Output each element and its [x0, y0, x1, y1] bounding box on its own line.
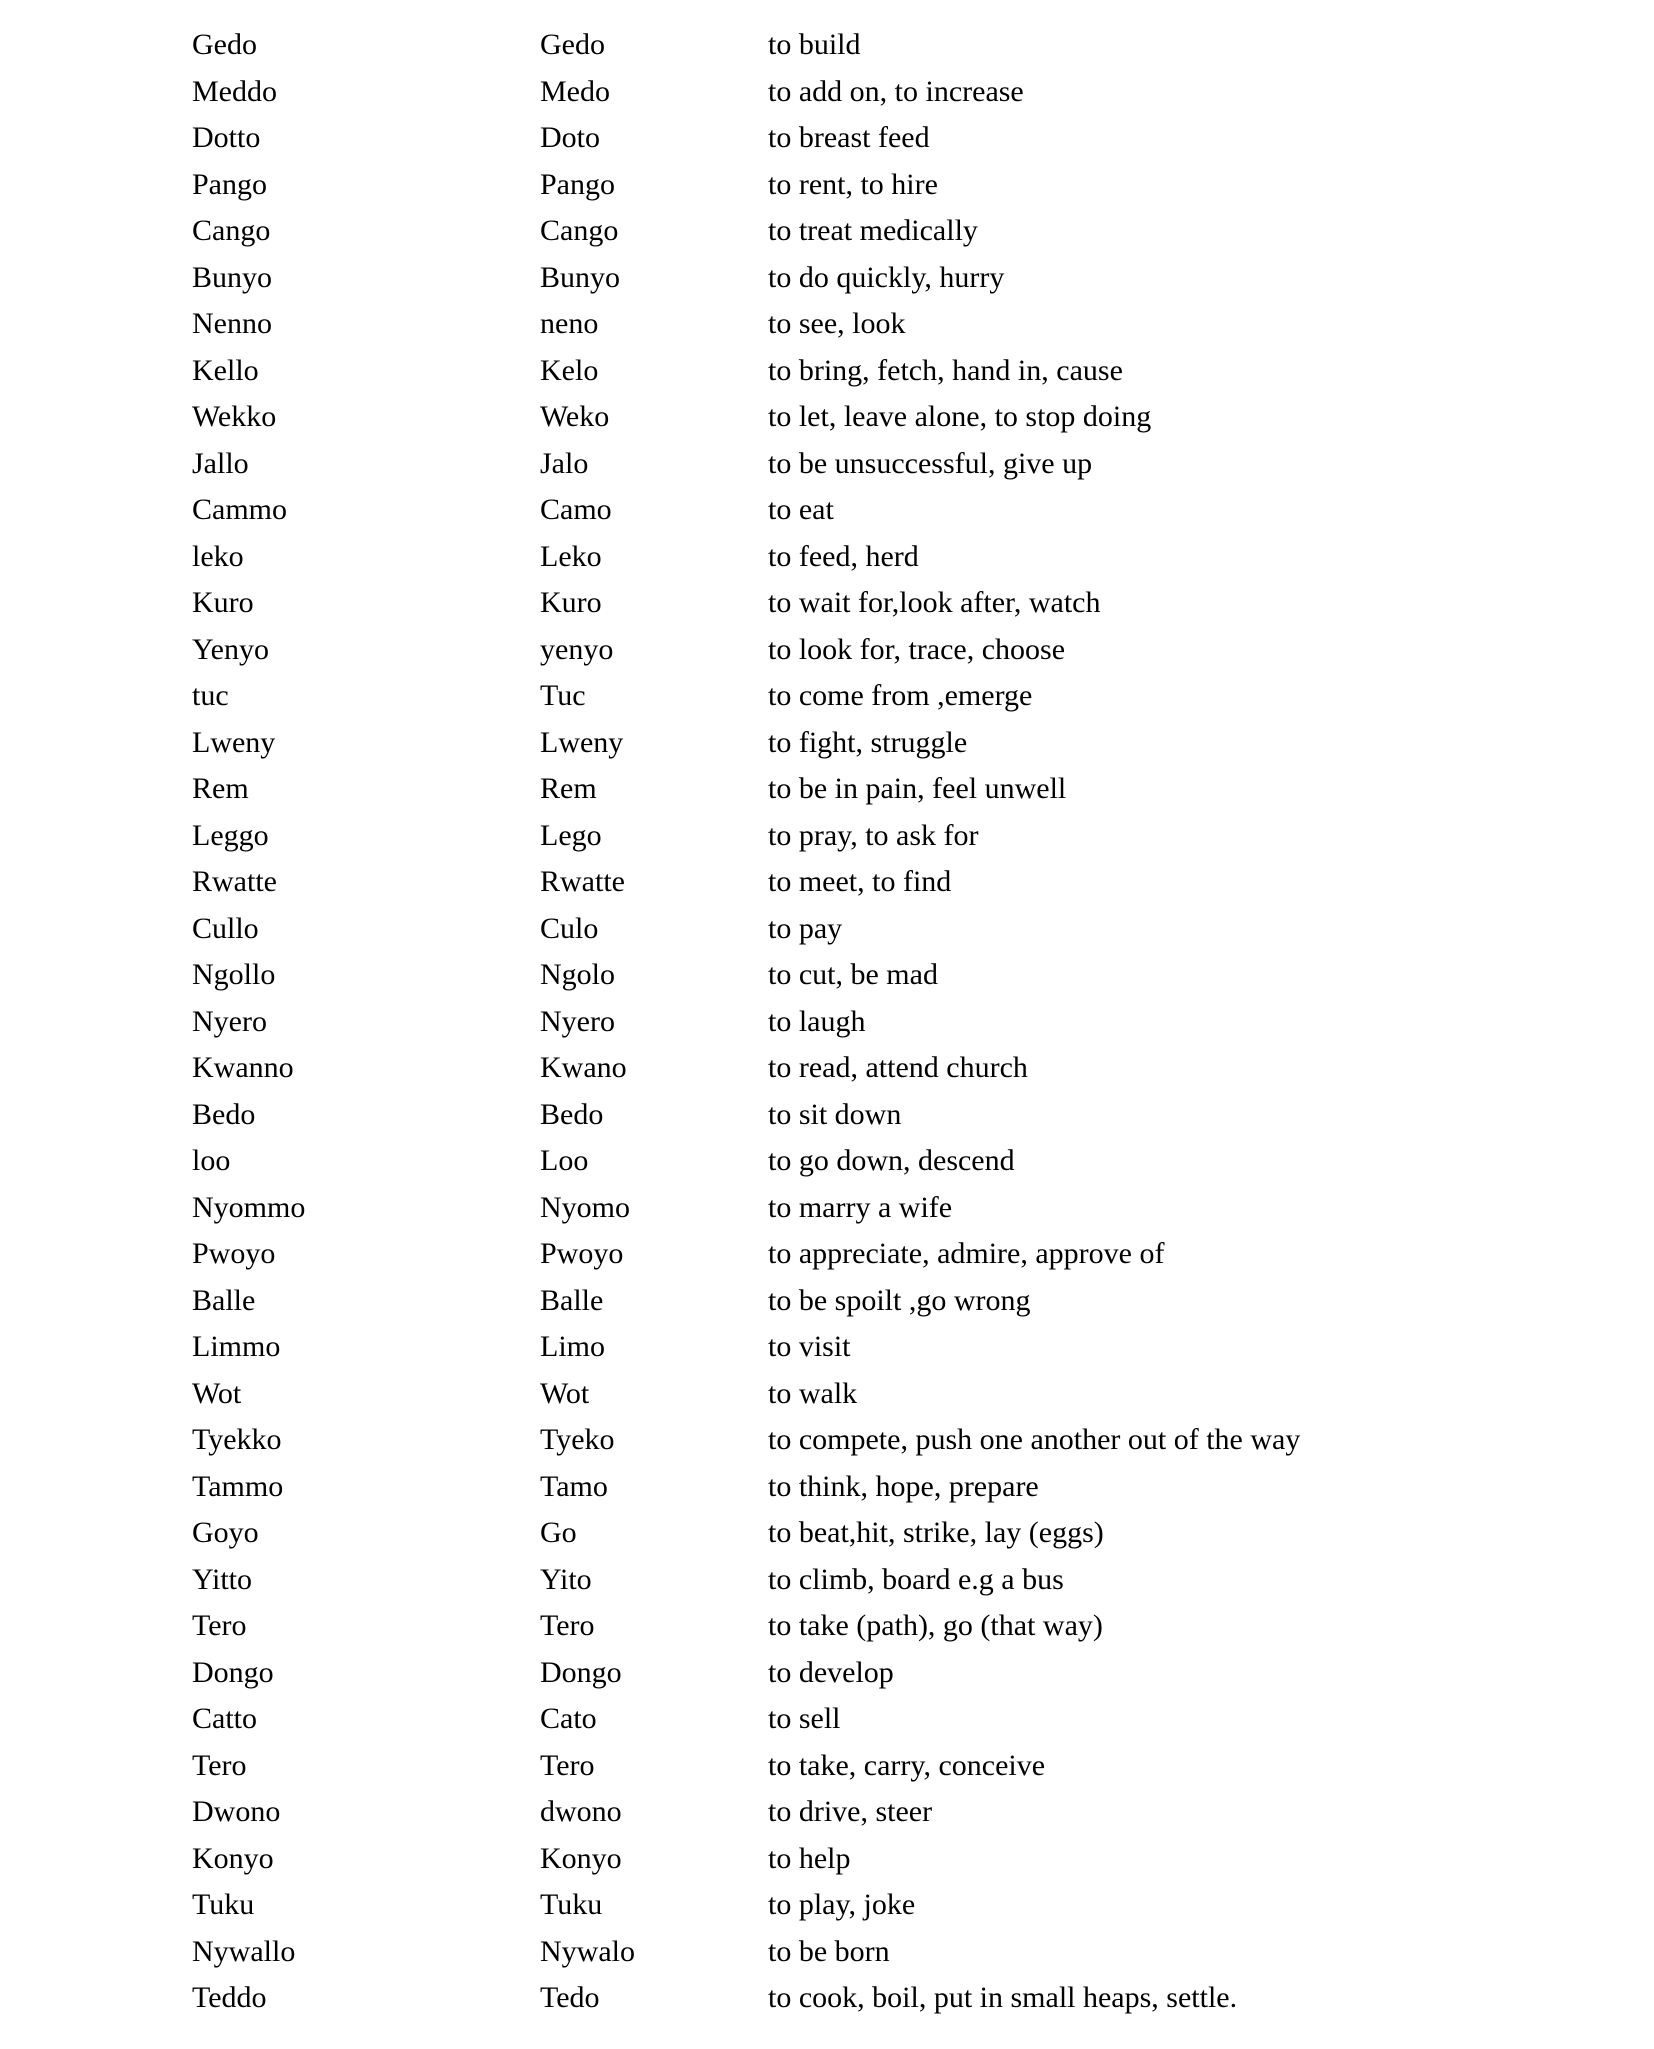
cell-english-meaning: to visit: [768, 1330, 851, 1363]
cell-source-term: Wot: [192, 1376, 242, 1410]
cell-source-term: Jallo: [192, 446, 249, 480]
cell-source-term: Leggo: [192, 818, 269, 852]
table-row: [192, 208, 1472, 255]
cell-english-meaning: to be in pain, feel unwell: [768, 772, 1067, 805]
cell-source-term: leko: [192, 539, 244, 573]
table-row: [192, 1975, 1472, 2022]
cell-english-meaning: to pray, to ask for: [768, 818, 979, 852]
glossary-table: [192, 22, 1472, 2022]
cell-english-meaning: to be unsuccessful, give up: [768, 446, 1093, 480]
cell-standard-form: Tuc: [540, 679, 586, 712]
cell-english-meaning: to help: [768, 1841, 851, 1875]
cell-standard-form: Nywalo: [540, 1934, 635, 1968]
table-row: [192, 1882, 1472, 1929]
cell-english-meaning: to look for, trace, choose: [768, 632, 1066, 666]
cell-english-meaning: to breast feed: [768, 121, 930, 154]
cell-source-term: Gedo: [192, 28, 257, 61]
cell-english-meaning: to sit down: [768, 1097, 902, 1131]
cell-english-meaning: to compete, push one another out of the way: [768, 1423, 1301, 1456]
table-row: [192, 1650, 1472, 1697]
cell-source-term: Cammo: [192, 493, 287, 526]
cell-source-term: Nyommo: [192, 1190, 306, 1224]
cell-standard-form: Nyero: [540, 1004, 615, 1038]
table-row: [192, 1557, 1472, 1604]
table-row: [192, 1603, 1472, 1650]
cell-standard-form: Pwoyo: [540, 1237, 624, 1270]
cell-english-meaning: to walk: [768, 1376, 858, 1410]
cell-standard-form: Doto: [540, 121, 600, 154]
table-row: [192, 22, 1472, 69]
cell-standard-form: Leko: [540, 539, 602, 573]
table-row: [192, 1789, 1472, 1836]
cell-standard-form: Pango: [540, 167, 615, 201]
cell-english-meaning: to go down, descend: [768, 1144, 1015, 1177]
cell-english-meaning: to feed, herd: [768, 539, 919, 573]
table-row: [192, 441, 1472, 488]
cell-standard-form: Rem: [540, 772, 597, 805]
cell-source-term: Balle: [192, 1283, 256, 1317]
cell-standard-form: Tuku: [540, 1888, 603, 1921]
cell-source-term: loo: [192, 1144, 231, 1177]
cell-source-term: Bunyo: [192, 260, 273, 294]
cell-standard-form: Cato: [540, 1702, 597, 1735]
cell-source-term: Goyo: [192, 1516, 259, 1549]
cell-english-meaning: to drive, steer: [768, 1795, 933, 1828]
table-row: [192, 1743, 1472, 1790]
cell-source-term: Nenno: [192, 307, 272, 340]
cell-english-meaning: to bring, fetch, hand in, cause: [768, 353, 1123, 387]
cell-source-term: Catto: [192, 1702, 257, 1735]
table-row: [192, 813, 1472, 860]
cell-english-meaning: to wait for,look after, watch: [768, 586, 1101, 619]
table-row: [192, 952, 1472, 999]
table-row: [192, 1138, 1472, 1185]
cell-standard-form: Yito: [540, 1562, 592, 1596]
table-row: [192, 534, 1472, 581]
cell-source-term: Cullo: [192, 911, 259, 945]
cell-english-meaning: to eat: [768, 493, 834, 526]
cell-english-meaning: to cook, boil, put in small heaps, settle.: [768, 1981, 1238, 2014]
cell-english-meaning: to cut, be mad: [768, 958, 938, 991]
cell-english-meaning: to think, hope, prepare: [768, 1469, 1039, 1503]
cell-standard-form: Lweny: [540, 725, 624, 759]
table-row: [192, 162, 1472, 209]
cell-standard-form: Kelo: [540, 353, 599, 387]
cell-english-meaning: to beat,hit, strike, lay (eggs): [768, 1516, 1104, 1549]
cell-standard-form: Loo: [540, 1144, 589, 1177]
table-row: [192, 766, 1472, 813]
cell-source-term: Limmo: [192, 1330, 281, 1363]
cell-source-term: Yenyo: [192, 632, 269, 666]
table-row: [192, 1371, 1472, 1418]
cell-source-term: Tero: [192, 1748, 247, 1782]
cell-english-meaning: to meet, to find: [768, 865, 952, 898]
cell-source-term: Nywallo: [192, 1934, 296, 1968]
cell-standard-form: Konyo: [540, 1841, 622, 1875]
cell-standard-form: Rwatte: [540, 865, 625, 898]
cell-standard-form: Balle: [540, 1283, 604, 1317]
table-row: [192, 69, 1472, 116]
cell-source-term: Pango: [192, 167, 267, 201]
table-row: [192, 487, 1472, 534]
cell-source-term: Dongo: [192, 1655, 274, 1689]
table-row: [192, 1696, 1472, 1743]
cell-english-meaning: to let, leave alone, to stop doing: [768, 400, 1152, 433]
cell-english-meaning: to appreciate, admire, approve of: [768, 1237, 1165, 1270]
cell-english-meaning: to add on, to increase: [768, 74, 1024, 108]
cell-source-term: Lweny: [192, 725, 276, 759]
table-row: [192, 301, 1472, 348]
cell-source-term: Rem: [192, 772, 249, 805]
cell-source-term: Dwono: [192, 1795, 281, 1828]
cell-standard-form: Cango: [540, 214, 619, 247]
cell-standard-form: Ngolo: [540, 958, 615, 991]
cell-english-meaning: to develop: [768, 1655, 894, 1689]
table-row: [192, 115, 1472, 162]
cell-english-meaning: to see, look: [768, 307, 906, 340]
table-row: [192, 859, 1472, 906]
table-row: [192, 1185, 1472, 1232]
cell-english-meaning: to take (path), go (that way): [768, 1609, 1103, 1642]
cell-standard-form: Camo: [540, 493, 612, 526]
table-row: [192, 1045, 1472, 1092]
cell-source-term: Meddo: [192, 74, 277, 108]
table-row: [192, 720, 1472, 767]
cell-standard-form: neno: [540, 307, 599, 340]
cell-english-meaning: to take, carry, conceive: [768, 1748, 1046, 1782]
cell-english-meaning: to laugh: [768, 1004, 866, 1038]
cell-source-term: Teddo: [192, 1981, 267, 2014]
table-row: [192, 348, 1472, 395]
cell-standard-form: Kuro: [540, 586, 602, 619]
cell-english-meaning: to be born: [768, 1934, 890, 1968]
cell-english-meaning: to play, joke: [768, 1888, 916, 1921]
table-row: [192, 1324, 1472, 1371]
cell-english-meaning: to be spoilt ,go wrong: [768, 1283, 1031, 1317]
table-row: [192, 1417, 1472, 1464]
cell-standard-form: Culo: [540, 911, 599, 945]
cell-source-term: Tuku: [192, 1888, 255, 1921]
cell-source-term: Wekko: [192, 400, 277, 433]
cell-english-meaning: to pay: [768, 911, 843, 945]
cell-source-term: Tyekko: [192, 1423, 282, 1456]
table-row: [192, 1836, 1472, 1883]
table-row: [192, 1278, 1472, 1325]
cell-english-meaning: to do quickly, hurry: [768, 260, 1005, 294]
table-row: [192, 906, 1472, 953]
table-row: [192, 627, 1472, 674]
cell-source-term: Konyo: [192, 1841, 274, 1875]
cell-standard-form: Go: [540, 1516, 577, 1549]
cell-source-term: Kello: [192, 353, 259, 387]
cell-source-term: tuc: [192, 679, 229, 712]
cell-standard-form: Dongo: [540, 1655, 622, 1689]
cell-english-meaning: to rent, to hire: [768, 167, 938, 201]
table-row: [192, 1092, 1472, 1139]
cell-standard-form: Tedo: [540, 1981, 600, 2014]
cell-english-meaning: to climb, board e.g a bus: [768, 1562, 1064, 1596]
cell-standard-form: dwono: [540, 1795, 622, 1828]
cell-standard-form: Jalo: [540, 446, 589, 480]
table-row: [192, 255, 1472, 302]
cell-source-term: Pwoyo: [192, 1237, 276, 1270]
cell-standard-form: Kwano: [540, 1051, 627, 1084]
cell-standard-form: Bunyo: [540, 260, 621, 294]
cell-source-term: Rwatte: [192, 865, 277, 898]
cell-english-meaning: to read, attend church: [768, 1051, 1028, 1084]
cell-source-term: Cango: [192, 214, 271, 247]
cell-english-meaning: to build: [768, 28, 861, 61]
cell-english-meaning: to fight, struggle: [768, 725, 968, 759]
cell-english-meaning: to treat medically: [768, 214, 978, 247]
cell-standard-form: Medo: [540, 74, 610, 108]
cell-standard-form: Lego: [540, 818, 602, 852]
cell-standard-form: Tyeko: [540, 1423, 615, 1456]
cell-source-term: Bedo: [192, 1097, 256, 1131]
table-row: [192, 1464, 1472, 1511]
cell-english-meaning: to sell: [768, 1702, 841, 1735]
cell-source-term: Kuro: [192, 586, 254, 619]
cell-standard-form: Tero: [540, 1748, 595, 1782]
cell-source-term: Dotto: [192, 121, 261, 154]
cell-standard-form: Tero: [540, 1609, 595, 1642]
cell-source-term: Ngollo: [192, 958, 276, 991]
cell-standard-form: Nyomo: [540, 1190, 630, 1224]
glossary-table-body: [192, 22, 1472, 2022]
cell-source-term: Tero: [192, 1609, 247, 1642]
cell-source-term: Nyero: [192, 1004, 267, 1038]
cell-english-meaning: to come from ,emerge: [768, 679, 1033, 712]
table-row: [192, 394, 1472, 441]
table-row: [192, 1510, 1472, 1557]
cell-standard-form: Limo: [540, 1330, 605, 1363]
table-row: [192, 999, 1472, 1046]
cell-source-term: Kwanno: [192, 1051, 294, 1084]
table-row: [192, 580, 1472, 627]
cell-standard-form: Gedo: [540, 28, 605, 61]
cell-source-term: Tammo: [192, 1469, 284, 1503]
cell-standard-form: Bedo: [540, 1097, 604, 1131]
cell-standard-form: yenyo: [540, 632, 614, 666]
cell-standard-form: Weko: [540, 400, 610, 433]
table-row: [192, 1231, 1472, 1278]
table-row: [192, 673, 1472, 720]
cell-english-meaning: to marry a wife: [768, 1190, 953, 1224]
table-row: [192, 1929, 1472, 1976]
cell-standard-form: Wot: [540, 1376, 590, 1410]
cell-standard-form: Tamo: [540, 1469, 608, 1503]
cell-source-term: Yitto: [192, 1562, 253, 1596]
